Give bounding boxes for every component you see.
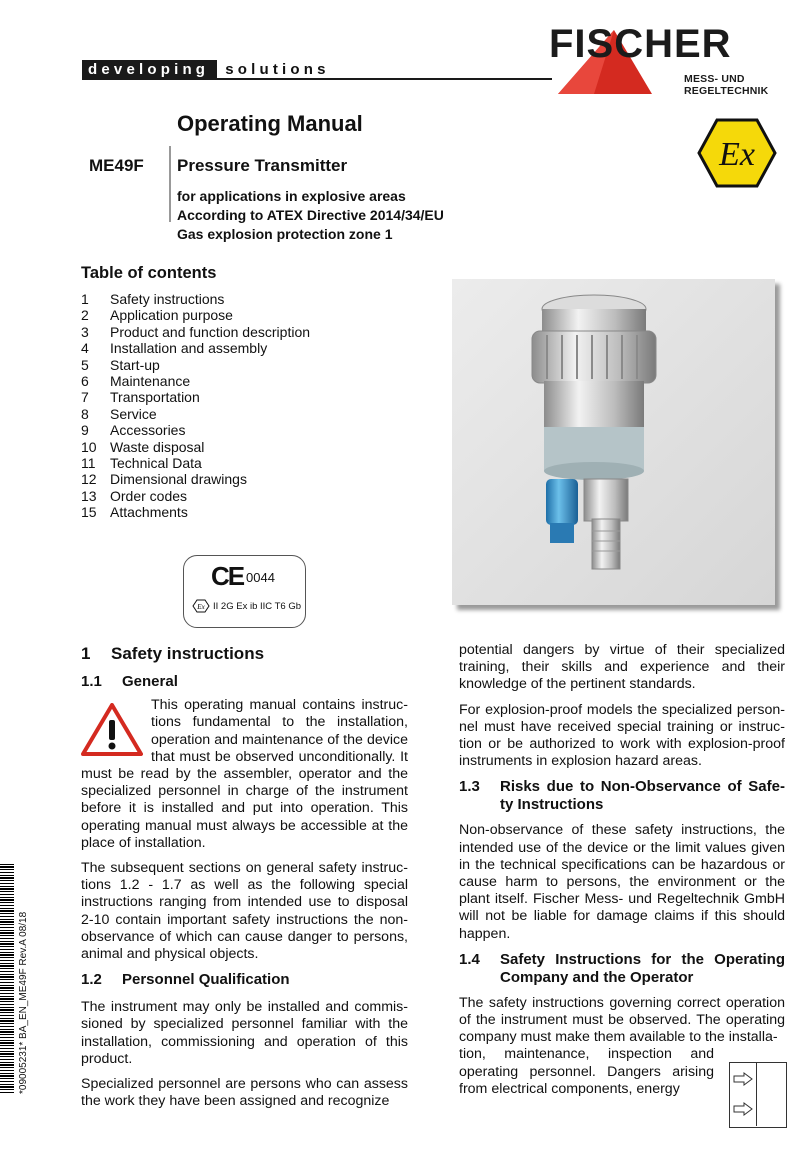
section-1-3-heading: 1.3 Risks due to Non-Observance of Safe-ty Instructions	[459, 778, 785, 814]
toc-item-number: 8	[81, 405, 89, 422]
toc-item-number: 9	[81, 422, 89, 439]
product-subtitle	[177, 187, 444, 244]
toc-item[interactable]	[81, 406, 310, 422]
left-column	[81, 645, 408, 1110]
ex-label: Ex	[719, 136, 755, 173]
tagline-rule	[82, 78, 552, 80]
toc-item-title: Maintenance	[110, 373, 191, 390]
qualification-paragraph-a: The instrument may only be installed and commis-sioned by specialized personnel familiar with the installation, commissioning and operation of this product.	[81, 999, 408, 1067]
toc-item-number: 15	[81, 504, 97, 521]
section-1-4-heading: 1.4 Safety Instructions for the Operating Company and the Operator	[459, 950, 785, 986]
subtitle-line-2: According to ATEX Directive 2014/34/EU	[177, 207, 444, 223]
toc-item-number: 6	[81, 373, 89, 390]
operator-paragraph-b: tion, maintenance, inspection and operating personnel. Dangers arising from electrical components, energy	[459, 1046, 714, 1097]
model-number: ME49F	[89, 156, 144, 175]
toc-item-title: Service	[110, 405, 157, 422]
toc-item-title: Installation and assembly	[110, 340, 268, 357]
next-arrow-icon[interactable]	[733, 1072, 753, 1086]
toc-item-number: 12	[81, 471, 97, 488]
explosion-proof-paragraph: For explosion-proof models the specialized person-nel must have received special training or instruc-tion or be authorized to work with explosion-proof instruments in explosion hazard areas.	[459, 701, 785, 770]
toc-item[interactable]	[81, 439, 310, 455]
barcode-text: *09005231* BA_EN_ME49F Rev.A 08/18	[18, 911, 29, 1094]
toc-item-number: 5	[81, 356, 89, 373]
toc-list	[81, 291, 310, 521]
barcode	[0, 864, 14, 1094]
general-paragraph-a: This operating manual contains instruc-tions fundamental to the installation, operation and maintenance of the device that must be observed unconditionally. It must be read by the assembler, operator and the specialized personnel in charge of the instrument before it is installed and put into operation. This operating manual must always be accessible at the place of installation.	[81, 697, 408, 851]
operator-paragraph-a: The safety instructions governing correct operation of the instrument must be observed. The operating company must make them available to the installa-	[459, 994, 785, 1046]
toc-item-title: Safety instructions	[110, 291, 225, 307]
ex-marking-row	[192, 599, 301, 613]
toc-item[interactable]	[81, 389, 310, 405]
toc-item-title: Product and function description	[110, 323, 311, 340]
toc-item-number: 2	[81, 307, 89, 324]
toc-item[interactable]	[81, 422, 310, 438]
toc-item[interactable]	[81, 373, 310, 389]
toc-item-title: Technical Data	[110, 455, 202, 472]
ce-mark: CE	[211, 561, 244, 591]
section-1-2-heading: 1.2 Personnel Qualification	[81, 971, 290, 989]
toc-item-title: Accessories	[110, 422, 186, 439]
toc-item[interactable]	[81, 357, 310, 373]
toc-item[interactable]	[81, 307, 310, 323]
toc-item-number: 4	[81, 340, 89, 357]
section-1-heading: 1 Safety instructions	[81, 644, 265, 663]
product-name: Pressure Transmitter	[177, 156, 348, 175]
toc-item-number: 7	[81, 389, 89, 406]
qualification-paragraph-b: Specialized personnel are persons who can assess the work they have been assigned and recognize	[81, 1076, 408, 1110]
toc-item[interactable]	[81, 471, 310, 487]
navigation-divider	[756, 1062, 757, 1126]
svg-text:Ex: Ex	[197, 603, 205, 611]
logo-wordmark: FISCHER	[549, 22, 732, 66]
tagline	[82, 60, 330, 79]
toc-item-title: Dimensional drawings	[110, 471, 247, 488]
toc-item[interactable]	[81, 455, 310, 471]
toc-item[interactable]	[81, 324, 310, 340]
tagline-dark: developing	[82, 60, 217, 79]
toc-item[interactable]	[81, 340, 310, 356]
toc-item-number: 1	[81, 291, 89, 307]
toc-item-title: Application purpose	[110, 307, 233, 324]
qualification-continued: potential dangers by virtue of their specialized training, their skills and experience and their knowledge of the pertinent standards.	[459, 642, 785, 693]
logo-subtitle: MESS- UND REGELTECHNIK	[684, 73, 769, 97]
subtitle-line-1: for applications in explosive areas	[177, 188, 406, 204]
toc-item-title: Start-up	[110, 356, 160, 373]
right-column	[459, 642, 785, 1098]
toc-heading: Table of contents	[81, 264, 217, 282]
ex-hexagon-icon	[697, 117, 777, 189]
product-photo	[452, 279, 775, 605]
certification-box	[183, 555, 306, 628]
notified-body-number: 0044	[246, 570, 275, 585]
toc-item[interactable]	[81, 504, 310, 520]
transmitter-illustration	[452, 279, 775, 605]
title-divider	[169, 146, 171, 222]
continue-arrow-icon[interactable]	[733, 1102, 753, 1116]
subtitle-line-3: Gas explosion protection zone 1	[177, 226, 393, 242]
toc-item[interactable]	[81, 488, 310, 504]
section-1-1-heading: 1.1 General	[81, 673, 178, 691]
toc-item-number: 10	[81, 438, 97, 455]
toc-item-title: Transportation	[110, 389, 200, 406]
warning-triangle-icon	[81, 703, 143, 757]
toc-item-number: 11	[81, 455, 96, 472]
general-paragraph-wrap	[81, 697, 408, 852]
general-paragraph-b: The subsequent sections on general safety instruc-tions 1.2 - 1.7 as well as the following special instructions ranging from intended use to disposal 2-10 contain important safety instructions the non-observance of which can cause danger to persons, animal and physical objects.	[81, 860, 408, 963]
document-type: Operating Manual	[177, 111, 363, 136]
toc-item-number: 13	[81, 487, 97, 504]
toc-item[interactable]	[81, 291, 310, 307]
tagline-light: solutions	[225, 61, 330, 78]
risks-paragraph: Non-observance of these safety instructions, the intended use of the device or the limit values given in the technical specifications can be hazardous or cause harm to persons, the environment or the plant itself. Fischer Mess- und Regeltechnik GmbH will not be liable for damage claims if this should happen.	[459, 822, 785, 942]
toc-item-title: Order codes	[110, 487, 188, 504]
toc-item-number: 3	[81, 323, 89, 340]
ex-small-icon	[192, 599, 210, 613]
ex-marking: II 2G Ex ib IIC T6 Gb	[213, 600, 301, 612]
toc-item-title: Waste disposal	[110, 438, 205, 455]
toc-item-title: Attachments	[110, 504, 188, 521]
